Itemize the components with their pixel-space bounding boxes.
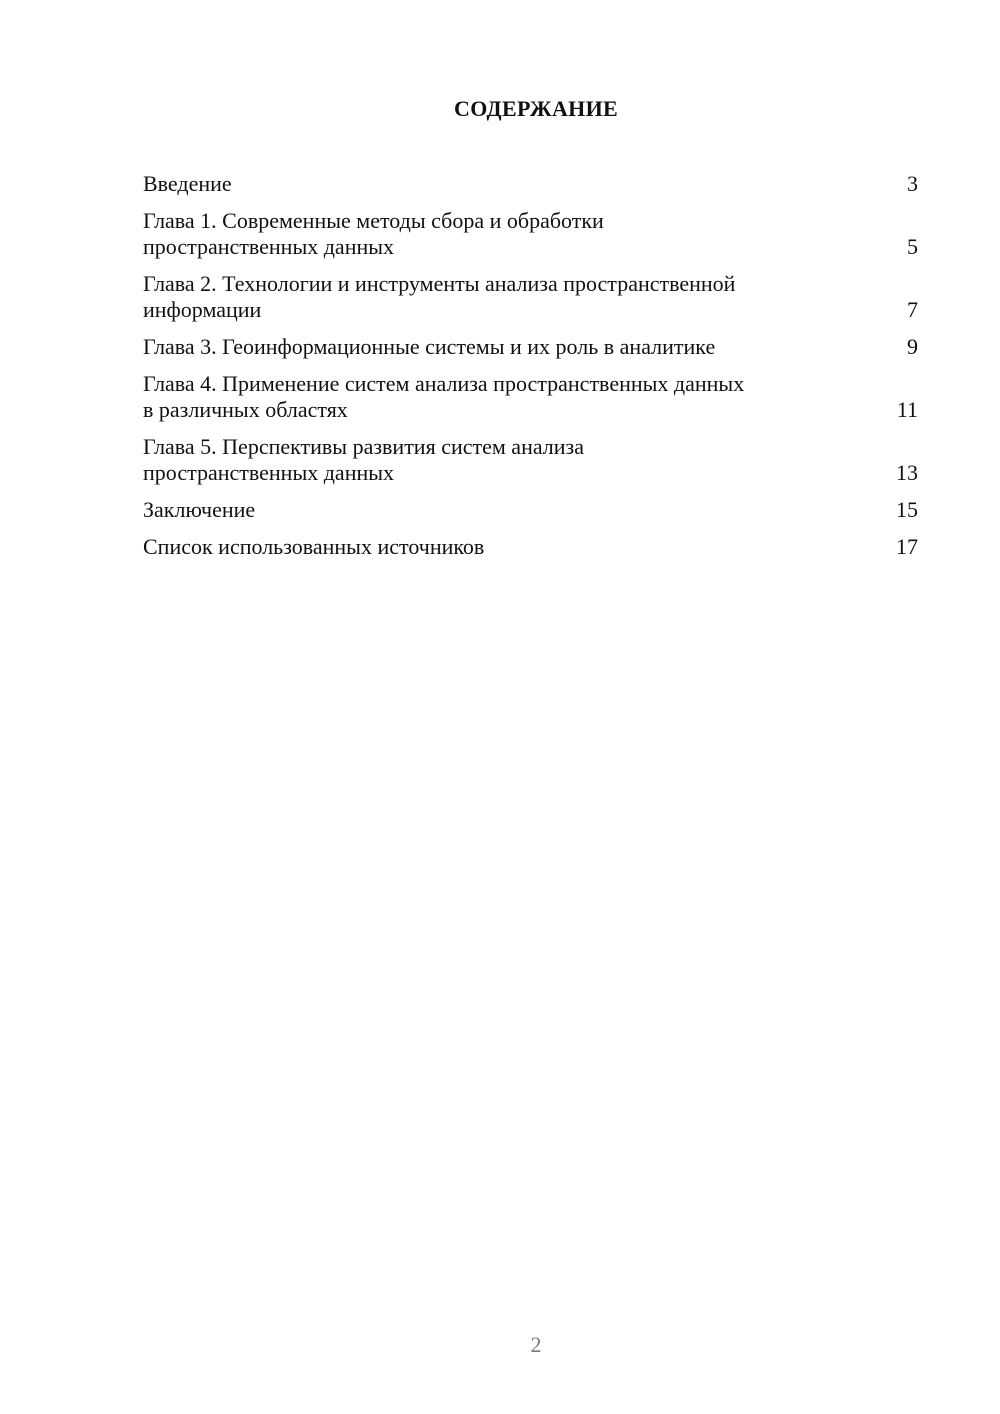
toc-entry-page: 17 xyxy=(896,534,918,559)
toc-entry-title: Глава 4. Применение систем анализа пространственных данных в различных областях xyxy=(143,371,745,422)
toc-entry-page: 5 xyxy=(907,234,918,259)
page-title: СОДЕРЖАНИЕ xyxy=(454,96,618,121)
toc-entry-page: 3 xyxy=(907,171,918,196)
toc-entry-introduction[interactable] xyxy=(143,171,918,197)
toc-entry-page: 13 xyxy=(896,460,918,485)
toc-entry-chapter-1[interactable] xyxy=(143,208,918,260)
toc-entry-title: Заключение xyxy=(143,497,256,522)
toc-entry-title: Глава 3. Геоинформационные системы и их роль в аналитике xyxy=(143,334,716,359)
toc-entry-title: Список использованных источников xyxy=(143,534,485,559)
page-number: 2 xyxy=(530,1332,542,1357)
toc-entry-chapter-5[interactable] xyxy=(143,434,918,486)
toc-entry-title: Глава 1. Современные методы сбора и обработки пространственных данных xyxy=(143,208,604,259)
toc-entry-title: Введение xyxy=(143,171,232,196)
table-of-contents xyxy=(143,171,918,571)
toc-entry-page: 15 xyxy=(896,497,918,522)
toc-entry-title: Глава 2. Технологии и инструменты анализа пространственной информации xyxy=(143,271,736,322)
toc-entry-chapter-2[interactable] xyxy=(143,271,918,323)
toc-entry-title: Глава 5. Перспективы развития систем анализа пространственных данных xyxy=(143,434,585,485)
toc-entry-references[interactable] xyxy=(143,534,918,560)
toc-entry-page: 7 xyxy=(907,297,918,322)
toc-entry-conclusion[interactable] xyxy=(143,497,918,523)
toc-entry-chapter-3[interactable] xyxy=(143,334,918,360)
toc-entry-page: 11 xyxy=(896,397,918,422)
toc-entry-chapter-4[interactable] xyxy=(143,371,918,423)
toc-entry-page: 9 xyxy=(907,334,918,359)
